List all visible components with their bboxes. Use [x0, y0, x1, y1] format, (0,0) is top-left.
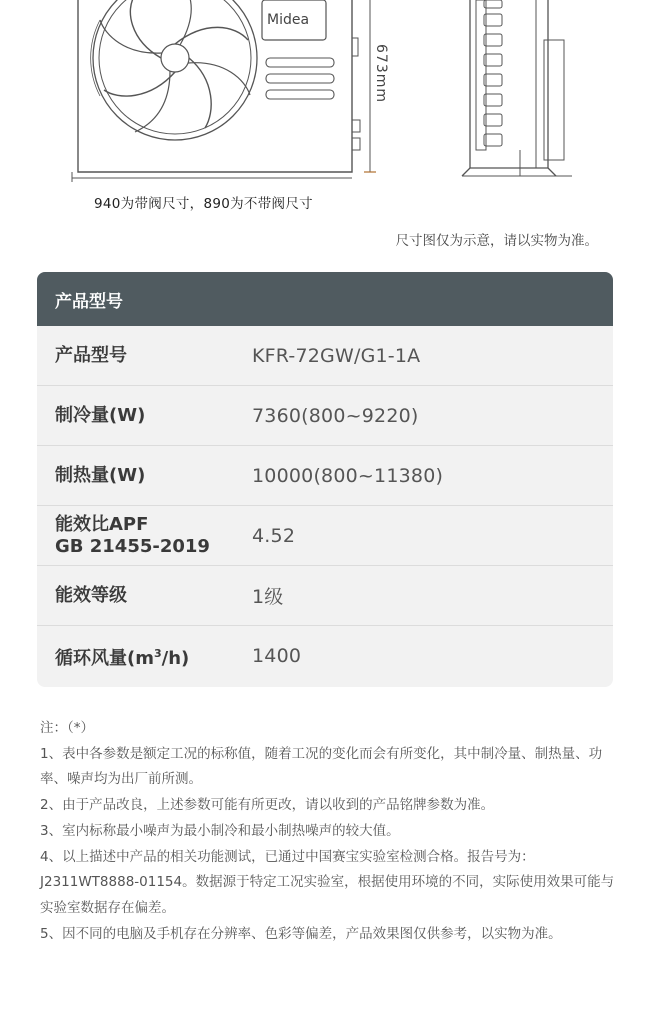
notes-section — [40, 716, 620, 947]
spec-label-suffix: /h) — [161, 647, 190, 669]
width-note: 940为带阀尺寸，890为不带阀尺寸 — [94, 196, 313, 212]
spec-row-energy-grade — [37, 566, 613, 626]
note-item: 1、表中各参数是额定工况的标称值，随着工况的变化而会有所变化，其中制冷量、制热量、功率、噪声均为出厂前所测。 — [40, 745, 603, 788]
spec-label-line2: GB 21455-2019 — [55, 535, 210, 557]
spec-label-sup: 3 — [153, 646, 162, 660]
spec-value: 1级 — [252, 586, 284, 608]
spec-row-heating — [37, 446, 613, 506]
notes-title: 注：（*） — [40, 720, 94, 736]
spec-value: 4.52 — [252, 524, 296, 547]
spec-label — [37, 643, 252, 670]
spec-label: 制热量(W) — [55, 464, 146, 486]
spec-table-header: 产品型号 — [37, 272, 613, 326]
dimension-drawing — [0, 0, 650, 185]
spec-label: 能效等级 — [55, 584, 127, 606]
spec-value: KFR-72GW/G1-1A — [252, 344, 421, 367]
spec-row-cooling — [37, 386, 613, 446]
brand-logo: Midea — [267, 12, 310, 28]
note-item: 2、由于产品改良，上述参数可能有所更改，请以收到的产品铭牌参数为准。 — [40, 797, 495, 814]
note-item: 3、室内标称最小噪声为最小制冷和最小制热噪声的较大值。 — [40, 822, 400, 839]
drawing-disclaimer: 尺寸图仅为示意，请以实物为准。 — [395, 233, 598, 249]
spec-value: 7360(800~9220) — [252, 404, 419, 427]
spec-value: 10000(800~11380) — [252, 464, 444, 487]
spec-label-line1: 能效比APF — [55, 513, 149, 535]
spec-label: 产品型号 — [55, 344, 127, 366]
note-item: 4、以上描述中产品的相关功能测试，已通过中国赛宝实验室检测合格。报告号为：J2311WT8888-01154。数据源于特定工况实验室，根据使用环境的不同，实际使用效果可能与实验室数据存在偏差。 — [40, 848, 615, 916]
spec-row-model — [37, 326, 613, 386]
spec-row-apf — [37, 506, 613, 566]
outdoor-unit-side-view — [462, 0, 572, 176]
spec-label-prefix: 循环风量(m — [55, 647, 154, 669]
spec-label — [37, 514, 252, 558]
outdoor-unit-front-view — [72, 0, 376, 182]
spec-row-airflow — [37, 626, 613, 686]
note-item: 5、因不同的电脑及手机存在分辨率、色彩等偏差，产品效果图仅供参考，以实物为准。 — [40, 925, 562, 942]
spec-table — [37, 272, 613, 687]
height-dimension-label: 673mm — [373, 44, 389, 103]
spec-label: 制冷量(W) — [55, 404, 146, 426]
spec-value: 1400 — [252, 645, 302, 667]
